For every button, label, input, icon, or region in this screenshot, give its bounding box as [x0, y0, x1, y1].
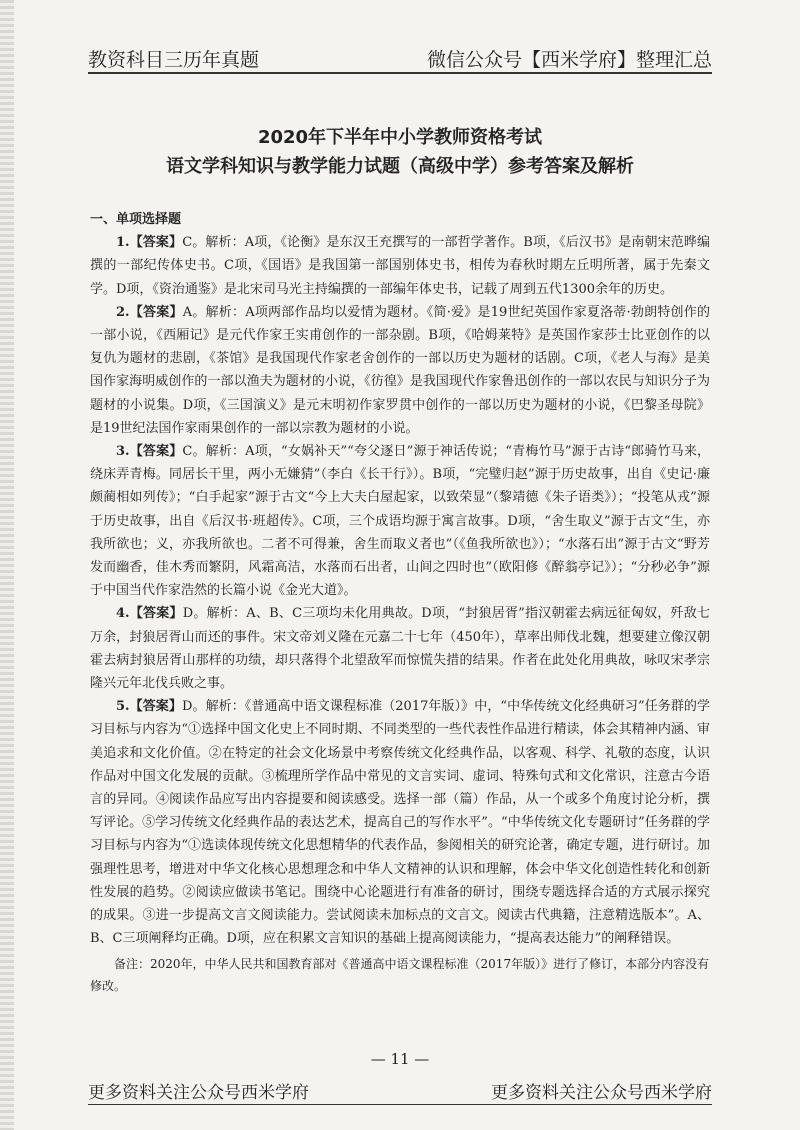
header-divider [88, 72, 712, 74]
footer-divider [88, 1104, 712, 1105]
answer-item-1 [90, 231, 710, 301]
note: 备注：2020年，中华人民共和国教育部对《普通高中语文课程标准（2017年版）》进行了修订，本部分内容没有修改。 [90, 956, 710, 993]
page-header [88, 42, 712, 72]
answer-text: C。解析：A项，《论衡》是东汉王充撰写的一部哲学著作。B项，《后汉书》是南朝宋范晔编撰的一部纪传体史书。C项，《国语》是我国第一部国别体史书，相传为春秋时期左丘明所著，属于先秦文学。D项，《资治通鉴》是北宋司马光主持编撰的一部编年体史书，记载了周到五代1300余年的历史。 [90, 235, 711, 297]
answer-content [90, 208, 710, 997]
doc-title: 2020年下半年中小学教师资格考试 [257, 127, 543, 148]
answer-text: A。解析：A项两部作品均以爱情为题材。《简·爱》是19世纪英国作家夏洛蒂·勃朗特创作的一部小说，《西厢记》是元代作家王实甫创作的一部杂剧。B项，《哈姆莱特》是英国作家莎士比亚创作的以复仇为题材的悲剧，《茶馆》是我国现代作家老舍创作的一部以历史为题材的话剧。C项，《老人与海》是美国作家海明威创作的一部以渔夫为题材的小说，《彷徨》是我国现代作家鲁迅创作的一部以农民与知识分子为题材的小说集。D项，《三国演义》是元末明初作家罗贯中创作的一部以历史为题材的小说，《巴黎圣母院》是19世纪法国作家雨果创作的一部以宗教为题材的小说。 [90, 304, 710, 436]
answer-item-3 [90, 440, 710, 602]
header-right: 微信公众号【西米学府】整理汇总 [426, 49, 712, 71]
answer-label: 4.【答案】 [116, 606, 183, 622]
answer-label: 5.【答案】 [116, 699, 182, 715]
header-left: 教资科目三历年真题 [88, 49, 260, 71]
section-heading: 一、单项选择题 [90, 212, 182, 227]
answer-text: D。解析：《普通高中语文课程标准（2017年版）》中，“中华传统文化经典研习”任务群的学习目标与内容为“①选择中国文化史上不同时期、不同类型的一些代表性作品进行精读，体会其精神内涵、审美追求和文化价值。②在特定的社会文化场景中考察传统文化经典作品，以客观、科学、礼敬的态度，认识作品对中国文化发展的贡献。③梳理所学作品中常见的文言实词、虚词、特殊句式和文化常识，注意古今语言的异同。④阅读作品应写出内容提要和阅读感受。选择一部（篇）作品，从一个或多个角度讨论分析，撰写评论。⑤学习传统文化经典作品的表达艺术，提高自己的写作水平”。“中华传统文化专题研讨”任务群的学习目标与内容为“①选读体现传统文化思想精华的代表作品，参阅相关的研究论著，确定专题，进行研讨。加强理性思考，增进对中华文化核心思想理念和中华人文精神的认识和理解，体会中华文化创造性转化和创新性发展的趋势。②阅读应做读书笔记。围绕中心论题进行有准备的研讨，围绕专题选择合适的方式展示探究的成果。③进一步提高文言文阅读能力。尝试阅读未加标点的文言文。阅读古代典籍，注意精选版本”。A、B、C三项阐释均正确。D项，应在积累文言知识的基础上提高阅读能力，“提高表达能力”的阐释错误。 [90, 699, 710, 947]
answer-item-4 [90, 602, 710, 695]
answer-label: 3.【答案】 [116, 444, 183, 460]
footer-right: 更多资料关注公众号西米学府 [491, 1083, 712, 1103]
page-footer [88, 1078, 712, 1103]
answer-text: C。解析：A项，“女娲补天”“夸父逐日”源于神话传说；“青梅竹马”源于古诗“郎骑竹马来，绕床弄青梅。同居长干里，两小无嫌猜”（李白《长干行》）。B项，“完璧归赵”源于历史故事，出自《史记·廉颇蔺相如列传》；“白手起家”源于古文“今上大夫白屋起家，以致荣显”（黎靖德《朱子语类》）；“投笔从戎”源于历史故事，出自《后汉书·班超传》。C项，三个成语均源于寓言故事。D项，“舍生取义”源于古文“生，亦我所欲也；义，亦我所欲也。二者不可得兼，舍生而取义者也”（《鱼我所欲也》）；“水落石出”源于古文“野芳发而幽香，佳木秀而繁阴，风霜高洁，水落而石出者，山间之四时也”（欧阳修《醉翁亭记》）；“分秒必争”源于中国当代作家浩然的长篇小说《金光大道》。 [90, 444, 711, 599]
answer-label: 2.【答案】 [116, 304, 183, 320]
answer-item-2 [90, 301, 710, 440]
doc-subtitle: 语文学科知识与教学能力试题（高级中学）参考答案及解析 [166, 156, 634, 177]
footer-left: 更多资料关注公众号西米学府 [88, 1083, 309, 1103]
answer-label: 1.【答案】 [116, 235, 183, 251]
page-number: — 11 — [370, 1050, 430, 1068]
answer-item-5 [90, 695, 710, 950]
answer-text: D。解析：A、B、C三项均未化用典故。D项，“封狼居胥”指汉朝霍去病远征匈奴，歼敌七万余，封狼居胥山而还的事件。宋文帝刘义隆在元嘉二十七年（450年），草率出师伐北魏，想要建立像汉朝霍去病封狼居胥山那样的功绩，却只落得个北望敌军而惊慌失措的结果。作者在此处化用典故，咏叹宋孝宗隆兴元年北伐兵败之事。 [90, 606, 710, 692]
